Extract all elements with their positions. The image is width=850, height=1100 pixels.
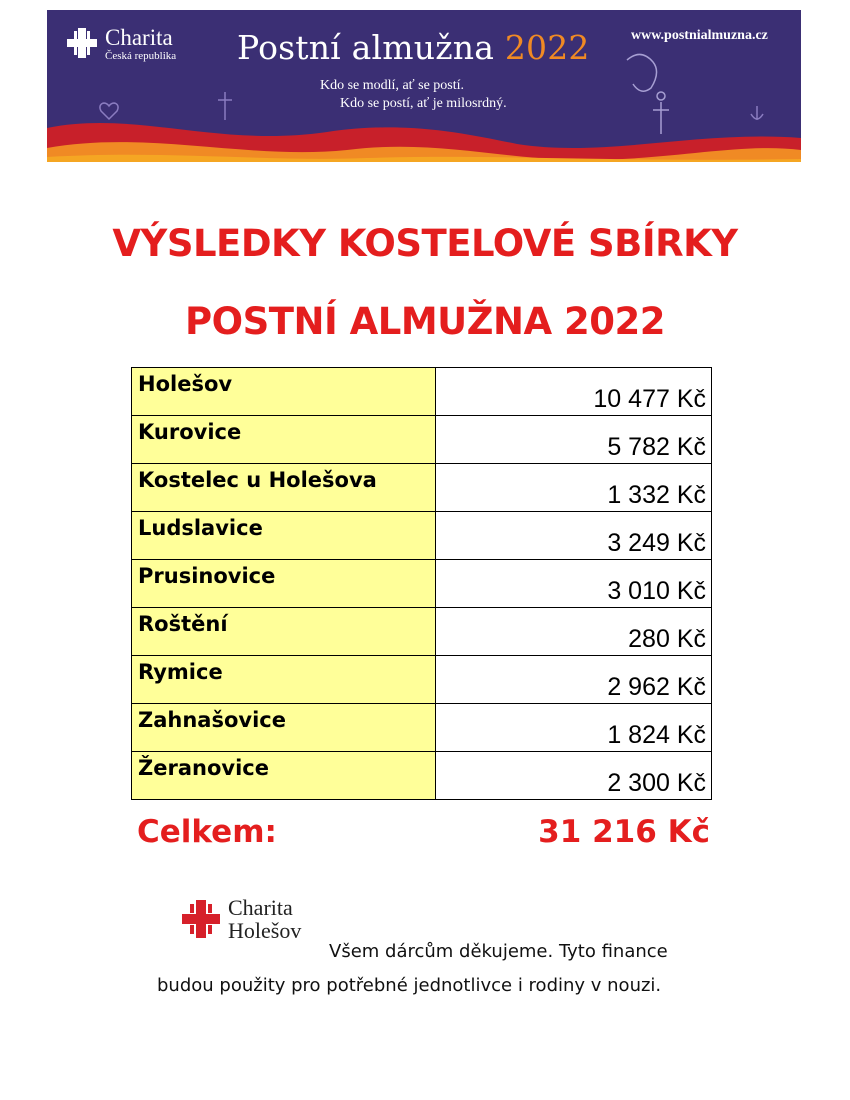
footer-logo-name: Charita [228,895,293,920]
place-name-cell: Zahnašovice [132,704,436,752]
amount-cell: 3 249 Kč [436,512,712,560]
amount-cell: 2 300 Kč [436,752,712,800]
total-value: 31 216 Kč [538,814,710,850]
place-name-cell: Ludslavice [132,512,436,560]
table-row [132,368,712,416]
banner-title-year: 2022 [504,28,590,67]
place-name-cell: Žeranovice [132,752,436,800]
table-row [132,656,712,704]
table-row [132,560,712,608]
campaign-banner [47,10,801,162]
amount-cell: 2 962 Kč [436,656,712,704]
banner-title [237,28,590,67]
page-title: VÝSLEDKY KOSTELOVÉ SBÍRKY [112,222,738,265]
place-name-cell: Kostelec u Holešova [132,464,436,512]
motto-line-2: Kdo se postí, ať je milosrdný. [340,96,507,111]
results-table [131,367,712,800]
table-row [132,512,712,560]
footer-logo-sub: Holešov [228,918,302,943]
table-row [132,608,712,656]
logo-subtitle: Česká republika [105,50,177,62]
table-row [132,464,712,512]
motto-line-1: Kdo se modlí, ať se postí. [320,78,465,93]
amount-cell: 280 Kč [436,608,712,656]
banner-title-main: Postní almužna [237,28,495,67]
total-label: Celkem: [137,814,277,850]
charita-cr-logo [65,26,176,62]
amount-cell: 10 477 Kč [436,368,712,416]
thanks-line-1: Všem dárcům děkujeme. Tyto finance [329,941,668,962]
banner-url: www.postnialmuzna.cz [631,28,768,43]
amount-cell: 5 782 Kč [436,416,712,464]
place-name-cell: Prusinovice [132,560,436,608]
place-name-cell: Rymice [132,656,436,704]
table-row [132,416,712,464]
table-row [132,752,712,800]
page-subtitle: POSTNÍ ALMUŽNA 2022 [185,300,665,343]
logo-name: Charita [105,25,173,50]
table-row [132,704,712,752]
thanks-line-2: budou použity pro potřebné jednotlivce i rodiny v nouzi. [157,975,662,996]
place-name-cell: Holešov [132,368,436,416]
place-name-cell: Roštění [132,608,436,656]
amount-cell: 1 824 Kč [436,704,712,752]
charita-cross-icon [180,898,222,940]
charita-holesov-logo [180,896,301,942]
amount-cell: 1 332 Kč [436,464,712,512]
amount-cell: 3 010 Kč [436,560,712,608]
charita-cross-icon [65,26,99,60]
place-name-cell: Kurovice [132,416,436,464]
